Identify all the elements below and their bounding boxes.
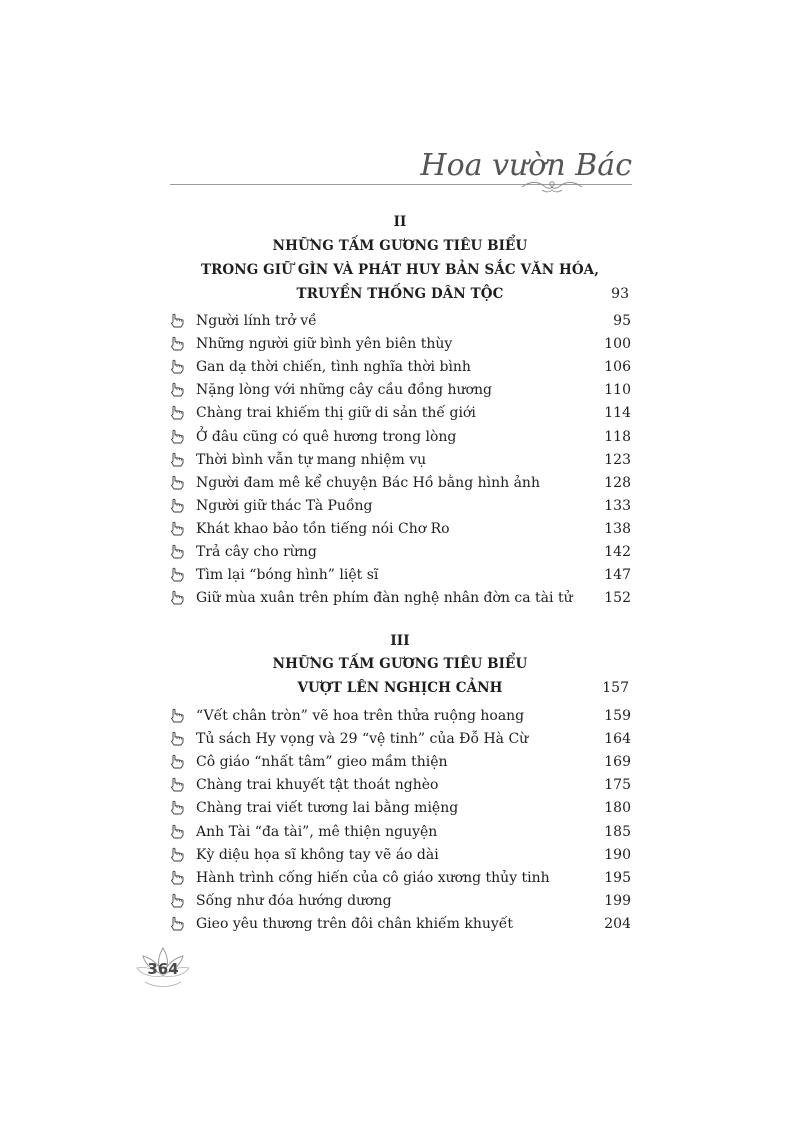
toc-entry-title: Trả cây cho rừng — [196, 544, 317, 560]
hand-pointer-icon — [170, 870, 196, 886]
section-numeral: III — [390, 633, 410, 649]
toc-entry — [170, 565, 631, 585]
toc-entry — [170, 891, 631, 911]
toc-entry-title: Tìm lại “bóng hình” liệt sĩ — [196, 567, 379, 584]
section-page-number: 93 — [611, 286, 629, 302]
toc-entry — [170, 868, 631, 888]
hand-pointer-icon — [170, 429, 196, 445]
hand-pointer-icon — [170, 754, 196, 770]
toc-entry-title: Giữ mùa xuân trên phím đàn nghệ nhân đờn ca tài tử — [196, 590, 573, 607]
toc-entry-title: “Vết chân tròn” vẽ hoa trên thửa ruộng hoang — [196, 708, 525, 724]
toc-entry — [170, 311, 631, 331]
toc-entry-page: 138 — [604, 520, 631, 537]
page-number: 364 — [147, 960, 179, 978]
flourish-icon — [520, 178, 584, 194]
toc-entry-title: Chàng trai viết tương lai bằng miệng — [196, 800, 459, 817]
toc-entry-title: Nặng lòng với những cây cầu đồng hương — [196, 382, 492, 399]
toc-entry-title: Sống như đóa hướng dương — [196, 892, 392, 909]
toc-entry — [170, 845, 631, 865]
toc-entry — [170, 403, 631, 423]
toc-entry — [170, 775, 631, 795]
toc-entry-page: 133 — [604, 497, 631, 514]
toc-entry-page: 110 — [604, 382, 631, 399]
toc-entry-page: 190 — [604, 846, 631, 863]
section-heading-line: TRONG GIỮ GÌN VÀ PHÁT HUY BẢN SẮC VĂN HÓA, — [200, 262, 600, 278]
toc-entry — [170, 334, 631, 354]
toc-entry — [170, 427, 631, 447]
toc-entry-title: Gieo yêu thương trên đôi chân khiếm khuyết — [196, 915, 514, 932]
toc-entry-title: Cô giáo “nhất tâm” gieo mầm thiện — [196, 754, 448, 771]
toc-entry-page: 106 — [604, 359, 631, 376]
hand-pointer-icon — [170, 336, 196, 352]
hand-pointer-icon — [170, 731, 196, 747]
page-number-block — [135, 942, 191, 998]
toc-entry — [170, 450, 631, 470]
hand-pointer-icon — [170, 590, 196, 606]
toc-entry-page: 199 — [604, 892, 631, 909]
toc-entry — [170, 822, 631, 842]
toc-entry — [170, 542, 631, 562]
toc-entry-title: Người lính trở về — [196, 313, 317, 329]
toc-entry-page: 118 — [604, 428, 631, 445]
hand-pointer-icon — [170, 544, 196, 560]
hand-pointer-icon — [170, 800, 196, 816]
toc-entry-title: Gan dạ thời chiến, tình nghĩa thời bình — [196, 359, 471, 376]
toc-entry-title: Kỳ diệu họa sĩ không tay vẽ áo dài — [196, 846, 439, 863]
section-heading-line: NHỮNG TẤM GƯƠNG TIÊU BIỂU — [272, 656, 528, 672]
toc-entry — [170, 519, 631, 539]
toc-entry-title: Hành trình cống hiến của cô giáo xương thủy tinh — [196, 869, 550, 886]
section-heading-line: TRUYỀN THỐNG DÂN TỘC — [296, 286, 504, 302]
toc-entry — [170, 752, 631, 772]
toc-entry — [170, 798, 631, 818]
hand-pointer-icon — [170, 498, 196, 514]
toc-entry-page: 185 — [604, 823, 631, 840]
toc-entry-title: Người đam mê kể chuyện Bác Hồ bằng hình ảnh — [196, 474, 540, 491]
toc-entry — [170, 706, 631, 726]
toc-entry-page: 142 — [604, 544, 631, 560]
toc-entry-page: 164 — [604, 731, 631, 748]
section-heading-line: VƯỢT LÊN NGHỊCH CẢNH — [297, 680, 503, 696]
toc-entry-page: 195 — [604, 869, 631, 886]
toc-entry-page: 204 — [604, 915, 631, 932]
toc-entry-title: Người giữ thác Tà Puồng — [196, 497, 373, 514]
toc-entry-title: Tủ sách Hy vọng và 29 “vệ tinh” của Đỗ Hà Cừ — [196, 731, 529, 748]
hand-pointer-icon — [170, 777, 196, 793]
toc-entry-page: 147 — [604, 567, 631, 584]
toc-entry-page: 128 — [604, 474, 631, 491]
toc-entry — [170, 729, 631, 749]
toc-entry — [170, 588, 631, 608]
toc-entry-title: Anh Tài “đa tài”, mê thiện nguyện — [196, 823, 438, 840]
running-header-title: Hoa vườn Bác — [420, 148, 632, 183]
hand-pointer-icon — [170, 521, 196, 537]
toc-entry-title: Chàng trai khuyết tật thoát nghèo — [196, 777, 439, 794]
hand-pointer-icon — [170, 567, 196, 583]
section-numeral: II — [393, 214, 407, 230]
toc-entry — [170, 914, 631, 934]
toc-entry-title: Thời bình vẫn tự mang nhiệm vụ — [196, 451, 427, 468]
hand-pointer-icon — [170, 313, 196, 329]
hand-pointer-icon — [170, 708, 196, 724]
toc-entry-page: 123 — [604, 451, 631, 468]
hand-pointer-icon — [170, 916, 196, 932]
hand-pointer-icon — [170, 847, 196, 863]
toc-entry-title: Ở đâu cũng có quê hương trong lòng — [196, 428, 457, 445]
toc-entry-page: 95 — [613, 313, 631, 329]
toc-entry-page: 180 — [604, 800, 631, 817]
toc-entry — [170, 473, 631, 493]
toc-entry-page: 159 — [604, 708, 631, 724]
toc-entry — [170, 380, 631, 400]
toc-entry-page: 169 — [604, 754, 631, 771]
section-heading-line: NHỮNG TẤM GƯƠNG TIÊU BIỂU — [272, 238, 528, 254]
hand-pointer-icon — [170, 359, 196, 375]
toc-entry-title: Chàng trai khiếm thị giữ di sản thế giới — [196, 405, 476, 422]
hand-pointer-icon — [170, 452, 196, 468]
hand-pointer-icon — [170, 382, 196, 398]
toc-entry-page: 152 — [604, 590, 631, 607]
toc-entry — [170, 357, 631, 377]
hand-pointer-icon — [170, 475, 196, 491]
section-page-number: 157 — [602, 680, 629, 696]
toc-entry-title: Khát khao bảo tồn tiếng nói Chơ Ro — [196, 520, 450, 537]
toc-entry — [170, 496, 631, 516]
toc-entry-page: 100 — [604, 336, 631, 353]
hand-pointer-icon — [170, 405, 196, 421]
toc-entry-page: 114 — [604, 405, 631, 422]
toc-entry-title: Những người giữ bình yên biên thùy — [196, 336, 453, 353]
toc-entry-page: 175 — [604, 777, 631, 794]
hand-pointer-icon — [170, 893, 196, 909]
hand-pointer-icon — [170, 824, 196, 840]
